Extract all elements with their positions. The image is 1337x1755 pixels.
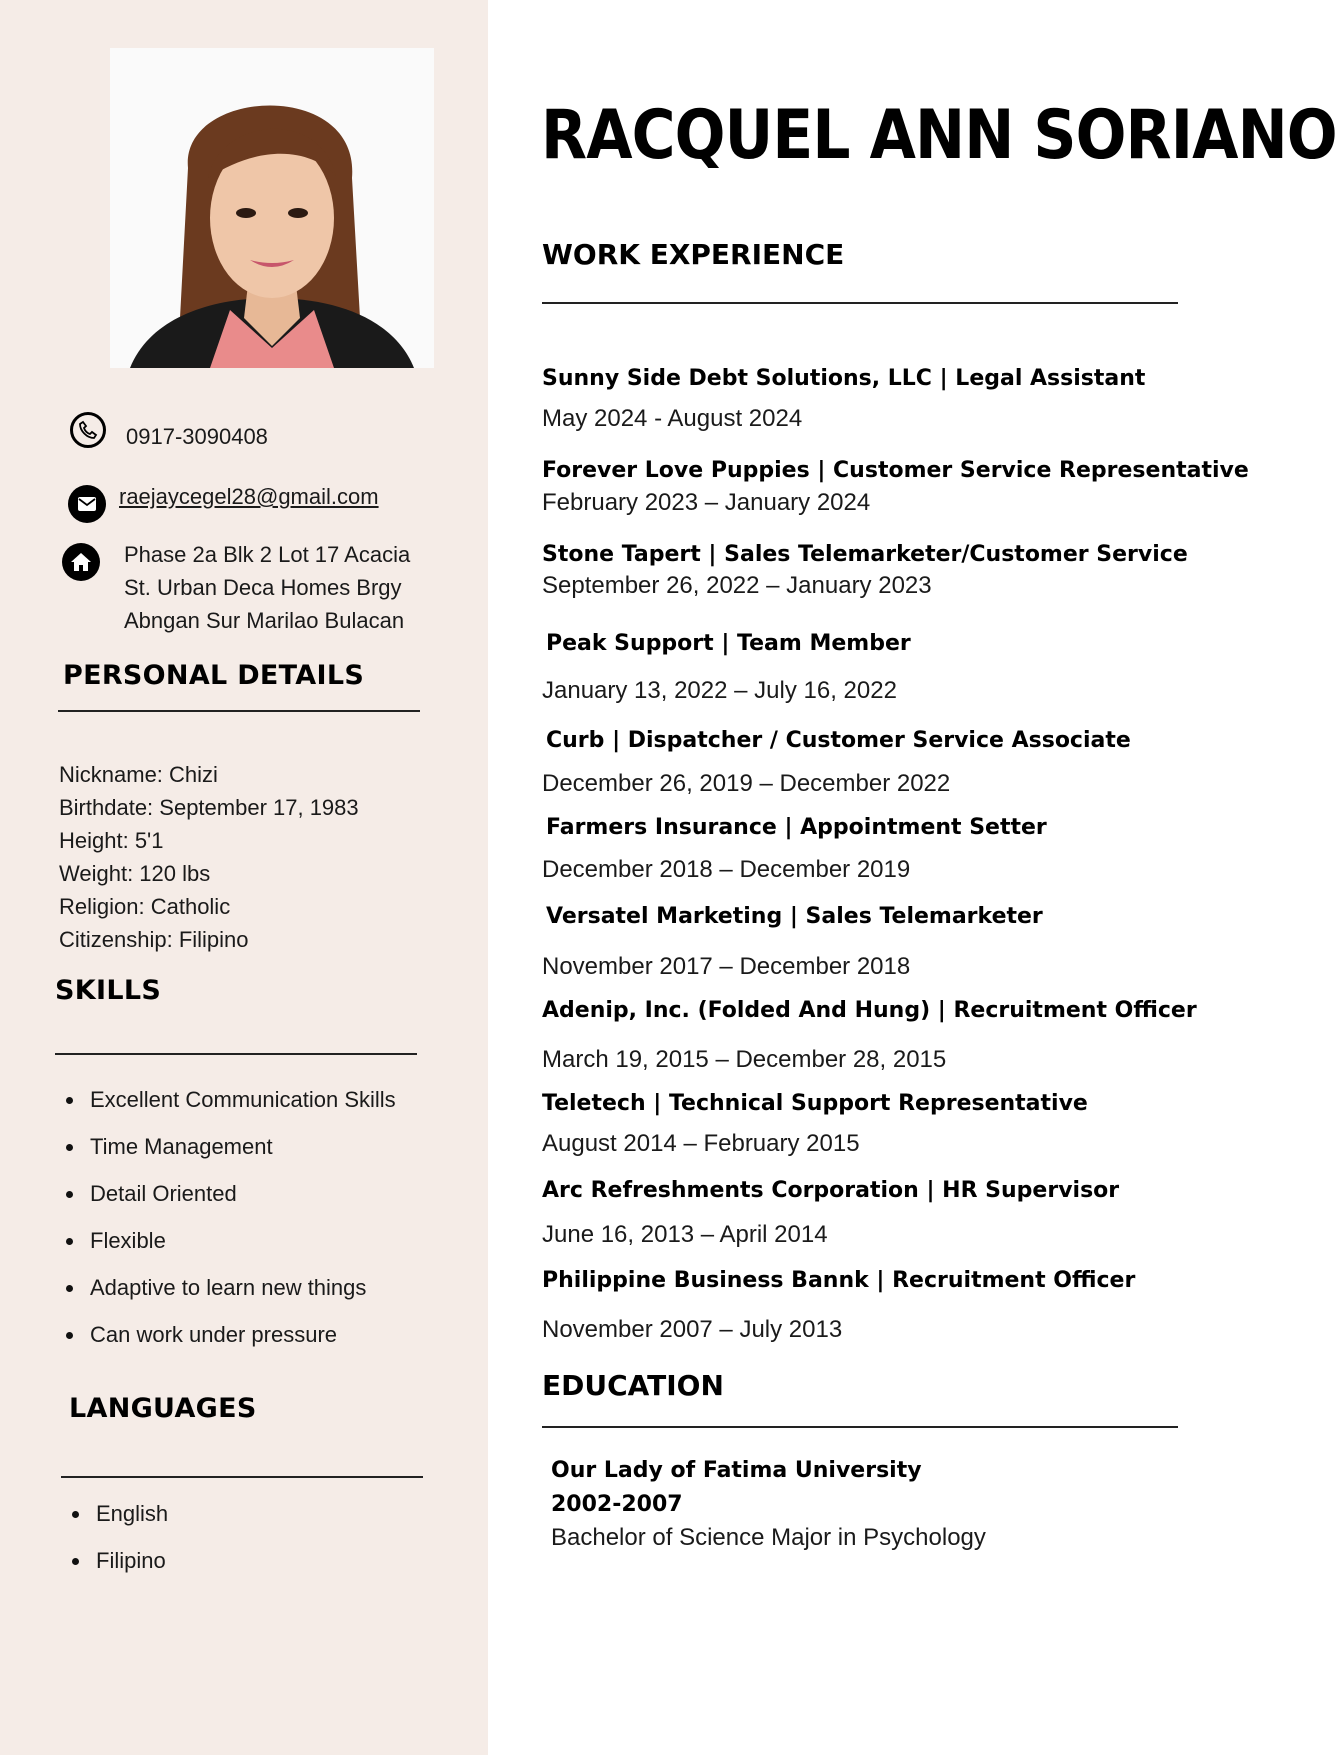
detail-religion: Religion: Catholic — [59, 894, 231, 919]
detail-citizenship: Citizenship: Filipino — [59, 927, 249, 952]
skills-heading: SKILLS — [55, 975, 162, 1006]
phone-number[interactable]: 0917-3090408 — [126, 424, 268, 449]
list-item: Filipino — [66, 1546, 168, 1593]
list-item: English — [66, 1499, 168, 1546]
job-dates: December 26, 2019 – December 2022 — [542, 770, 951, 797]
divider — [542, 1426, 1178, 1428]
job-dates: September 26, 2022 – January 2023 — [542, 572, 932, 599]
list-item: Adaptive to learn new things — [60, 1273, 396, 1320]
sidebar — [0, 0, 488, 1755]
detail-nickname: Nickname: Chizi — [59, 762, 218, 787]
job-title: Philippine Business Bannk | Recruitment Officer — [542, 1268, 1136, 1293]
list-item: Can work under pressure — [60, 1320, 396, 1367]
detail-weight: Weight: 120 lbs — [59, 861, 211, 886]
job-title: Forever Love Puppies | Customer Service Representative — [542, 458, 1249, 483]
education-degree: Bachelor of Science Major in Psychology — [551, 1524, 986, 1551]
list-item: Detail Oriented — [60, 1179, 396, 1226]
job-title: Curb | Dispatcher / Customer Service Associate — [546, 728, 1131, 753]
phone-icon — [70, 412, 106, 448]
job-title: Arc Refreshments Corporation | HR Supervisor — [542, 1178, 1120, 1203]
address-line: St. Urban Deca Homes Brgy — [124, 575, 402, 600]
job-dates: February 2023 – January 2024 — [542, 489, 871, 516]
address-line: Abngan Sur Marilao Bulacan — [124, 608, 405, 633]
job-title: Adenip, Inc. (Folded And Hung) | Recruitment Officer — [542, 998, 1197, 1023]
work-experience-heading: WORK EXPERIENCE — [542, 238, 845, 271]
job-title: Farmers Insurance | Appointment Setter — [546, 815, 1047, 840]
detail-birthdate: Birthdate: September 17, 1983 — [59, 795, 359, 820]
divider — [542, 302, 1178, 304]
languages-list — [66, 1499, 168, 1593]
list-item: Excellent Communication Skills — [60, 1085, 396, 1132]
job-title: Sunny Side Debt Solutions, LLC | Legal Assistant — [542, 366, 1146, 391]
divider — [61, 1476, 423, 1478]
mail-icon — [68, 485, 106, 523]
address — [124, 538, 410, 637]
divider — [58, 710, 420, 712]
languages-heading: LANGUAGES — [69, 1393, 257, 1424]
candidate-name: RACQUEL ANN SORIANO — [541, 96, 1337, 175]
list-item: Time Management — [60, 1132, 396, 1179]
job-dates: November 2017 – December 2018 — [542, 953, 911, 980]
education-school: Our Lady of Fatima University — [551, 1458, 922, 1483]
portrait-image — [110, 48, 434, 368]
divider — [55, 1053, 417, 1055]
profile-photo — [110, 48, 434, 368]
job-dates: June 16, 2013 – April 2014 — [542, 1221, 828, 1248]
personal-details-heading: PERSONAL DETAILS — [63, 660, 365, 691]
job-title: Versatel Marketing | Sales Telemarketer — [546, 904, 1043, 929]
job-dates: December 2018 – December 2019 — [542, 856, 911, 883]
job-title: Peak Support | Team Member — [546, 631, 911, 656]
education-heading: EDUCATION — [542, 1369, 724, 1402]
job-dates: May 2024 - August 2024 — [542, 405, 803, 432]
job-title: Teletech | Technical Support Representative — [542, 1091, 1088, 1116]
job-dates: November 2007 – July 2013 — [542, 1316, 843, 1343]
job-dates: August 2014 – February 2015 — [542, 1130, 860, 1157]
address-line: Phase 2a Blk 2 Lot 17 Acacia — [124, 542, 411, 567]
home-icon — [62, 543, 100, 581]
detail-height: Height: 5'1 — [59, 828, 164, 853]
job-dates: January 13, 2022 – July 16, 2022 — [542, 677, 897, 704]
list-item: Flexible — [60, 1226, 396, 1273]
education-years: 2002-2007 — [551, 1492, 683, 1517]
personal-details-list — [59, 758, 359, 956]
job-dates: March 19, 2015 – December 28, 2015 — [542, 1046, 947, 1073]
skills-list — [60, 1085, 396, 1367]
job-title: Stone Tapert | Sales Telemarketer/Customer Service — [542, 542, 1188, 567]
email-link[interactable]: raejaycegel28@gmail.com — [119, 484, 379, 509]
